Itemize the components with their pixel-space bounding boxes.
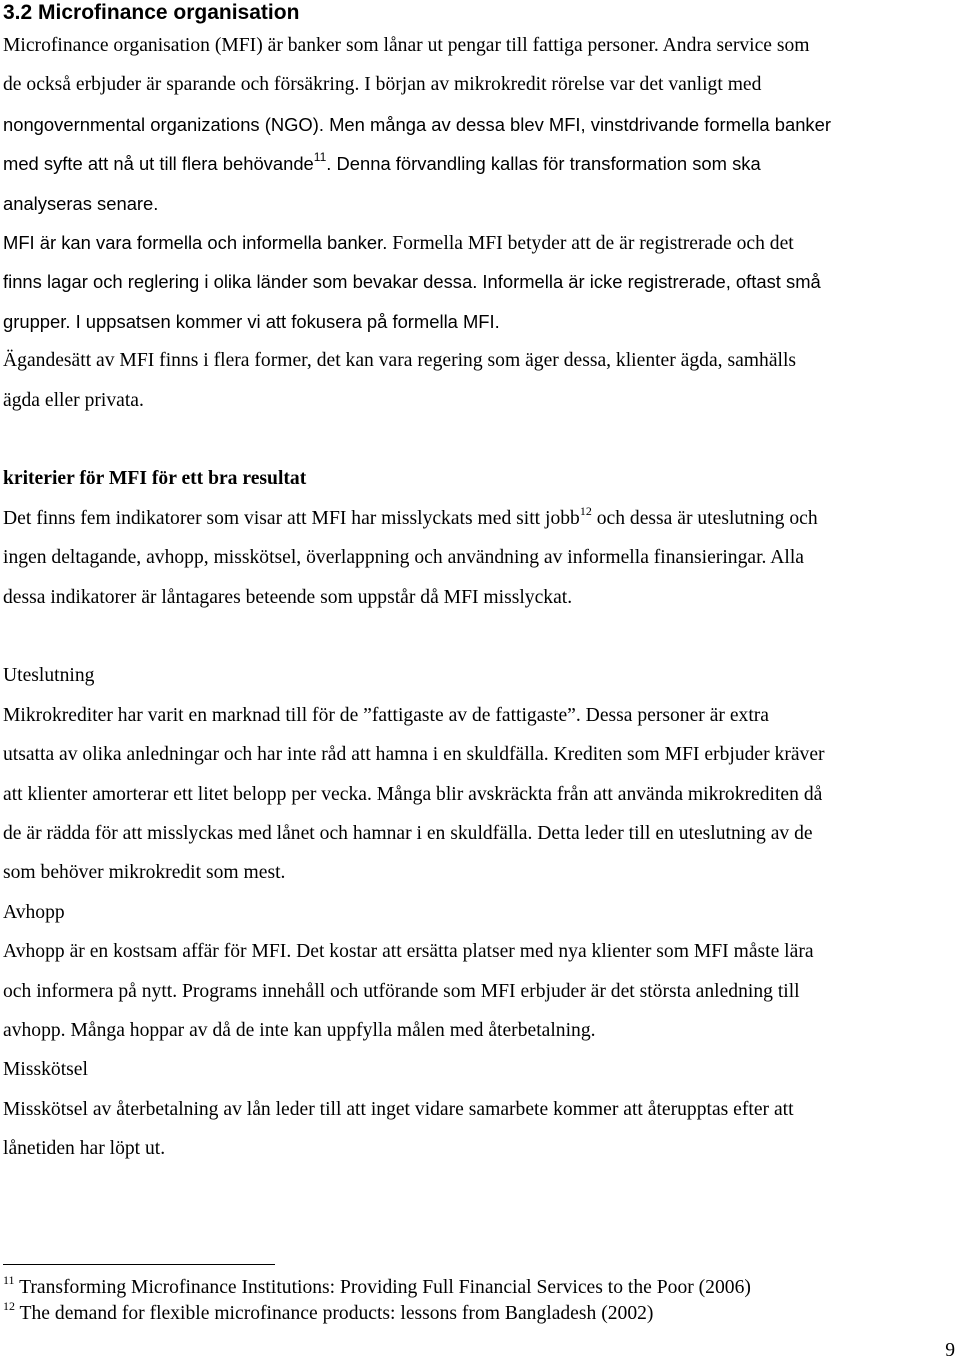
paragraph-line: att klienter amorterar ett litet belopp per vecka. Många blir avskräckta från att använda mikrokrediten då — [3, 784, 823, 805]
paragraph-line: och informera på nytt. Programs innehåll och utförande som MFI erbjuder är det största anledning till — [3, 981, 800, 1002]
dropout-heading: Avhopp — [3, 902, 65, 923]
text-run: MFI är kan vara formella och informella banker. — [3, 232, 388, 253]
paragraph-line: grupper. I uppsatsen kommer vi att fokusera på formella MFI. — [3, 311, 500, 332]
paragraph-line: avhopp. Många hoppar av då de inte kan uppfylla målen med återbetalning. — [3, 1020, 596, 1041]
paragraph-line: finns lagar och reglering i olika länder som bevakar dessa. Informella är icke registrerade, oftast små — [3, 271, 821, 292]
footnote-ref-11: 11 — [313, 150, 327, 164]
section-heading: 3.2 Microfinance organisation — [3, 1, 300, 24]
paragraph-line: Avhopp är en kostsam affär för MFI. Det kostar att ersätta platser med nya klienter som MFI måste lära — [3, 941, 814, 962]
text-run: med syfte att nå ut till flera behövande — [3, 153, 314, 174]
paragraph-line: de också erbjuder är sparande och försäkring. I början av mikrokredit rörelse var det vanligt med — [3, 74, 762, 95]
text-run: Det finns fem indikatorer som visar att MFI har misslyckats med sitt jobb — [3, 508, 580, 529]
paragraph-line — [3, 152, 761, 178]
page-number: 9 — [945, 1340, 955, 1361]
footnote-text: Transforming Microfinance Institutions: Providing Full Financial Services to the Poor (2006) — [19, 1277, 751, 1298]
footnote-number: 12 — [3, 1299, 15, 1313]
mismanagement-heading: Misskötsel — [3, 1059, 88, 1080]
paragraph-line: analyseras senare. — [3, 193, 159, 214]
paragraph-line: Misskötsel av återbetalning av lån leder till att inget vidare samarbete kommer att återupptas efter att — [3, 1099, 794, 1120]
paragraph-line: Microfinance organisation (MFI) är banker som lånar ut pengar till fattiga personer. Andra service som — [3, 35, 810, 56]
paragraph-line: ingen deltagande, avhopp, misskötsel, överlappning och användning av informella finansieringar. Alla — [3, 547, 804, 568]
paragraph-line: utsatta av olika anledningar och har inte råd att hamna i en skuldfälla. Krediten som MFI erbjuder kräver — [3, 744, 825, 765]
paragraph-line: Ägandesätt av MFI finns i flera former, det kan vara regering som äger dessa, klienter ägda, samhälls — [3, 350, 797, 371]
paragraph-line: ägda eller privata. — [3, 390, 144, 411]
paragraph-line: dessa indikatorer är låntagares beteende som uppstår då MFI misslyckat. — [3, 587, 573, 608]
paragraph-line: Mikrokrediter har varit en marknad till för de ”fattigaste av de fattigaste”. Dessa personer är extra — [3, 705, 770, 726]
text-run: . Denna förvandling kallas för transformation som ska — [326, 153, 761, 174]
paragraph-line: de är rädda för att misslyckas med lånet och hamnar i en skuldfälla. Detta leder till en uteslutning av de — [3, 823, 813, 844]
paragraph-line — [3, 231, 794, 256]
paragraph-line: som behöver mikrokredit som mest. — [3, 862, 286, 883]
exclusion-heading: Uteslutning — [3, 665, 95, 686]
paragraph-line: lånetiden har löpt ut. — [3, 1138, 166, 1159]
footnote-separator — [3, 1264, 275, 1265]
footnote-ref-12: 12 — [579, 504, 592, 518]
criteria-heading: kriterier för MFI för ett bra resultat — [3, 468, 307, 489]
text-run: och dessa är uteslutning och — [591, 508, 818, 529]
footnote-11 — [3, 1273, 751, 1301]
footnote-text: The demand for flexible microfinance products: lessons from Bangladesh (2002) — [19, 1303, 654, 1324]
paragraph-line: nongovernmental organizations (NGO). Men många av dessa blev MFI, vinstdrivande formella banker — [3, 114, 831, 135]
paragraph-line — [3, 504, 818, 532]
footnote-number: 11 — [3, 1273, 15, 1287]
footnote-12 — [3, 1299, 654, 1327]
text-run: Formella MFI betyder att de är registrerade och det — [387, 233, 794, 254]
